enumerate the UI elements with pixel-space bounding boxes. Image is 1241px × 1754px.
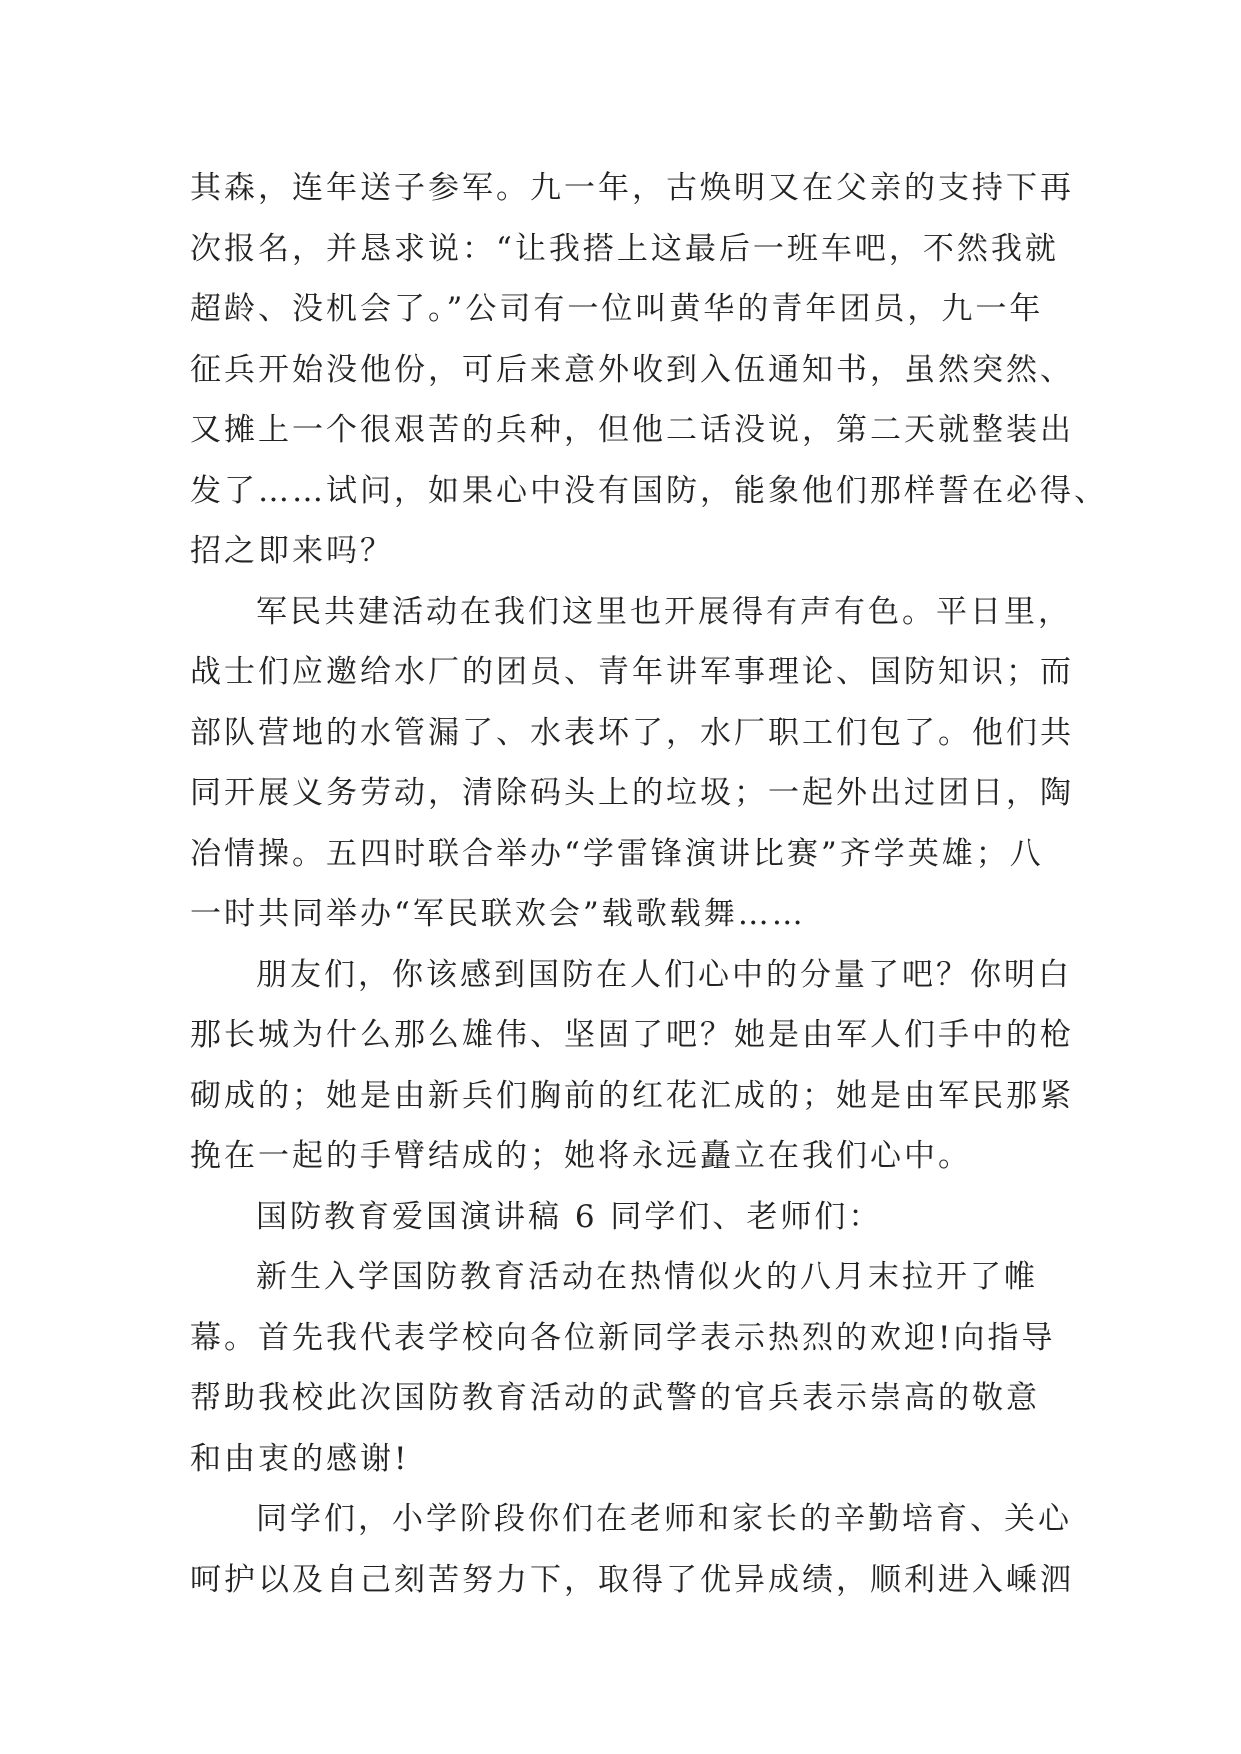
text-line: 又摊上一个很艰苦的兵种，但他二话没说，第二天就整装出 — [190, 412, 1074, 448]
text-line: 朋友们，你该感到国防在人们心中的分量了吧？你明白 — [256, 956, 1072, 993]
text-line: 新生入学国防教育活动在热情似火的八月末拉开了帷 — [256, 1259, 1038, 1295]
text-line: 帮助我校此次国防教育活动的武警的官兵表示崇高的敬意 — [190, 1380, 1040, 1416]
text-line: 呵护以及自己刻苦努力下，取得了优异成绩，顺利进入嵊泗 — [190, 1561, 1074, 1598]
text-line: 和由衷的感谢! — [190, 1440, 410, 1477]
text-line: 那长城为什么那么雄伟、坚固了吧？她是由军人们手中的枪 — [190, 1017, 1074, 1053]
document-body — [190, 158, 1108, 1610]
text-line: 招之即来吗？ — [190, 533, 394, 569]
text-line: 幕。首先我代表学校向各位新同学表示热烈的欢迎!向指导 — [190, 1319, 1056, 1356]
text-line: 军民共建活动在我们这里也开展得有声有色。平日里， — [256, 593, 1072, 630]
text-line: 同学们，小学阶段你们在老师和家长的辛勤培育、关心 — [256, 1501, 1072, 1537]
text-line: 征兵开始没他份，可后来意外收到入伍通知书，虽然突然、 — [190, 351, 1074, 388]
text-line: 部队营地的水管漏了、水表坏了，水厂职工们包了。他们共 — [190, 714, 1074, 751]
text-line: 挽在一起的手臂结成的；她将永远矗立在我们心中。 — [190, 1138, 972, 1174]
text-line: 一时共同举办“军民联欢会”载歌载舞…… — [190, 896, 806, 932]
text-line: 发了……试问，如果心中没有国防，能象他们那样誓在必得、 — [190, 472, 1108, 509]
text-line: 同开展义务劳动，清除码头上的垃圾；一起外出过团日，陶 — [190, 775, 1074, 811]
text-line: 次报名，并恳求说：“让我搭上这最后一班车吧，不然我就 — [190, 230, 1059, 267]
text-line: 战士们应邀给水厂的团员、青年讲军事理论、国防知识；而 — [190, 654, 1074, 690]
text-line: 其森，连年送子参军。九一年，古焕明又在父亲的支持下再 — [190, 170, 1074, 206]
text-line: 国防教育爱国演讲稿 6 同学们、老师们： — [256, 1198, 883, 1235]
text-line: 砌成的；她是由新兵们胸前的红花汇成的；她是由军民那紧 — [190, 1077, 1074, 1114]
text-line: 超龄、没机会了。”公司有一位叫黄华的青年团员，九一年 — [190, 291, 1044, 327]
text-line: 冶情操。五四时联合举办“学雷锋演讲比赛”齐学英雄；八 — [190, 835, 1044, 872]
